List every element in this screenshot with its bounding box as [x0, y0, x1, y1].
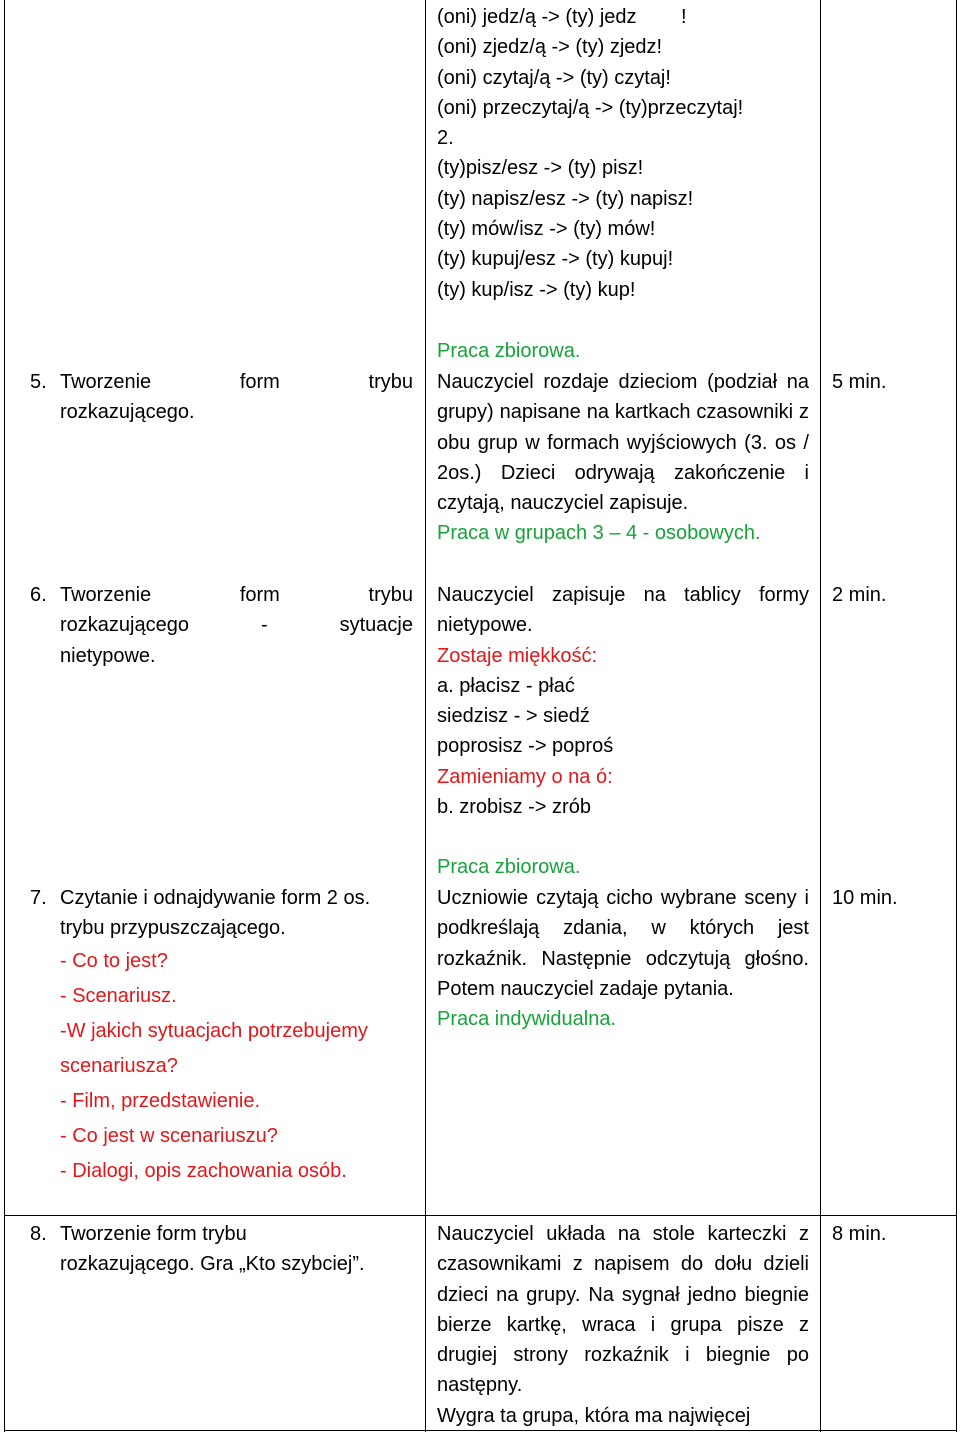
row5-goal-line1: Tworzenie form trybu: [60, 371, 413, 393]
row5-goal-line2: rozkazującego.: [60, 401, 195, 424]
row8-goal-line2: rozkazującego. Gra „Kto szybciej”.: [60, 1253, 365, 1276]
row5-goal: [60, 367, 413, 428]
row7-goal-line2: trybu przypuszczającego.: [60, 917, 286, 940]
row6-goal-line2: rozkazującego - sytuacje: [60, 614, 413, 637]
row6-goal-line3: nietypowe.: [60, 644, 156, 667]
row5-number: 5.: [30, 371, 47, 393]
row8-goal: [60, 1219, 420, 1280]
row4-line-7: (ty) napisz/esz -> (ty) napisz!: [437, 187, 694, 210]
row7-time: 10 min.: [832, 887, 898, 909]
row4-line-6: (ty)pisz/esz -> (ty) pisz!: [437, 157, 644, 180]
row6-goal: [60, 580, 413, 671]
row7-dialogue-4: - Film, przedstawienie.: [60, 1089, 261, 1112]
row8-goal-line1: Tworzenie form trybu: [60, 1223, 247, 1245]
row7-method-after: Praca indywidualna.: [437, 1008, 616, 1031]
row6-goal-line1: Tworzenie form trybu: [60, 584, 413, 606]
table-border-col2: [820, 0, 821, 1432]
row4-line-2: (oni) zjedz/ą -> (ty) zjedz!: [437, 36, 663, 59]
row6-label-b: Zamieniamy o na ó:: [437, 765, 613, 788]
row7-dialogue-5: - Co jest w scenariuszu?: [60, 1124, 278, 1147]
row6-line-b1: b. zrobisz -> zrób: [437, 796, 591, 819]
row7-number: 7.: [30, 887, 47, 909]
table-border-left: [4, 0, 5, 1432]
row6-line-a1: a. płacisz - płać: [437, 674, 575, 697]
row7-dialogue-2: - Scenariusz.: [60, 984, 177, 1007]
row7-goal: [60, 883, 420, 1189]
row7-dialogue-3: -W jakich sytuacjach potrzebujemy scenariusza?: [60, 1019, 368, 1077]
row4-line-9: (ty) kupuj/esz -> (ty) kupuj!: [437, 248, 674, 271]
table-border-col1: [425, 0, 426, 1432]
row5-method-after: Praca w grupach 3 – 4 - osobowych.: [437, 522, 761, 545]
row6-line-a2: siedzisz - > siedź: [437, 705, 590, 728]
row4-line-4: (oni) przeczytaj/ą -> (ty)przeczytaj!: [437, 96, 744, 119]
row4-line-5: 2.: [437, 127, 454, 150]
row4-line-8: (ty) mów/isz -> (ty) mów!: [437, 218, 656, 241]
row6-time: 2 min.: [832, 584, 887, 606]
row8-number: 8.: [30, 1223, 47, 1245]
table-border-right: [956, 0, 957, 1432]
row7-goal-line1: Czytanie i odnajdywanie form 2 os.: [60, 887, 371, 909]
row6-description: Nauczyciel zapisuje na tablicy formy nietypowe. Zostaje miękkość: a. płacisz - płać siedzisz - > siedź poprosisz -> poproś Zamieniamy o na ó: b. zrobisz -> zrób: [437, 580, 809, 822]
row8-time: 8 min.: [832, 1223, 887, 1245]
row7-dialogue-6: - Dialogi, opis zachowania osób.: [60, 1159, 347, 1182]
row4-line-10: (ty) kup/isz -> (ty) kup!: [437, 278, 636, 301]
row4-line-1: (oni) jedz/ą -> (ty) jedz !: [437, 6, 687, 28]
row6-label-a: Zostaje miękkość:: [437, 644, 598, 667]
row8-description: Nauczyciel układa na stole karteczki z czasownikami z napisem do dołu dzieli dzieci na grupy. Na sygnał jedno biegnie bierze kartkę, wraca i grupa pisze z drugiej strony rozkaźnik i biegnie po następny. Wygra ta grupa, która ma najwięcej: [437, 1219, 809, 1431]
row5-method-label: Praca zbiorowa.: [437, 340, 581, 362]
row8-description-last: Wygra ta grupa, która ma najwięcej: [437, 1404, 751, 1427]
row7-dialogue: [60, 944, 420, 1189]
row4-line-3: (oni) czytaj/ą -> (ty) czytaj!: [437, 66, 671, 89]
row6-line-a3: poprosisz -> poproś: [437, 735, 614, 758]
row5-description: Nauczyciel rozdaje dzieciom (podział na grupy) napisane na kartkach czasowniki z obu grup w formach wyjściowych (3. os / 2os.) Dzieci odrywają zakończenie i czytają, nauczyciel zapisuje. Praca w grupach 3 – 4 - osobowych.: [437, 367, 809, 549]
row4-description: [437, 2, 809, 305]
row7-dialogue-1: - Co to jest?: [60, 949, 168, 972]
row6-number: 6.: [30, 584, 47, 606]
row-divider-1: [4, 1215, 957, 1216]
row5-time: 5 min.: [832, 371, 887, 393]
row7-method-label: Praca zbiorowa.: [437, 856, 581, 878]
row7-description: Uczniowie czytają cicho wybrane sceny i podkreślają zdania, w których jest rozkaźnik. Następnie odczytują głośno. Potem nauczyciel zadaje pytania. Praca indywidualna.: [437, 883, 809, 1034]
